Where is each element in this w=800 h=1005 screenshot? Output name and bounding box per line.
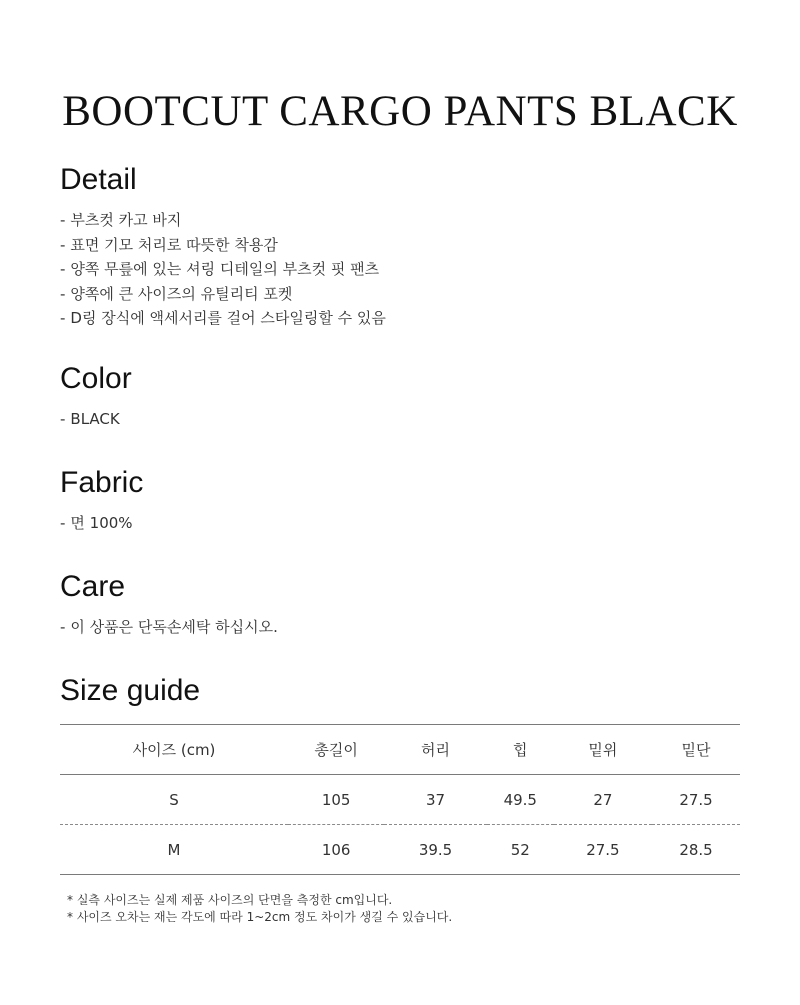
table-cell: 28.5	[679, 840, 713, 859]
color-item-text: BLACK	[70, 410, 120, 428]
detail-item: - 표면 기모 처리로 따뜻한 착용감	[60, 235, 278, 254]
fabric-list	[60, 511, 133, 536]
size-note: * 실측 사이즈는 실제 제품 사이즈의 단면을 측정한 cm입니다.	[67, 893, 393, 907]
detail-item-text: 양쪽에 큰 사이즈의 유틸리티 포켓	[70, 284, 293, 303]
color-list	[60, 407, 120, 432]
detail-heading: Detail	[60, 163, 137, 196]
product-title: BOOTCUT CARGO PANTS BLACK	[62, 88, 738, 135]
color-heading: Color	[60, 362, 132, 395]
detail-item: - 양쪽 무릎에 있는 셔링 디테일의 부츠컷 핏 팬츠	[60, 260, 380, 278]
column-header: 힙	[513, 741, 528, 759]
table-cell: 105	[321, 790, 351, 809]
table-cell: 27.5	[679, 790, 713, 809]
table-row	[60, 825, 740, 875]
table-cell: 52	[510, 840, 530, 859]
size-table	[60, 724, 740, 875]
size-guide-heading: Size guide	[60, 674, 201, 707]
table-cell: 37	[425, 790, 446, 809]
table-cell: S	[169, 790, 179, 809]
table-cell: 27.5	[586, 840, 620, 859]
table-cell: 106	[321, 840, 351, 859]
size-table-header-row	[60, 725, 740, 775]
column-header: 밑단	[681, 741, 711, 759]
column-header: 밑위	[588, 741, 618, 759]
table-cell: 39.5	[418, 840, 453, 859]
fabric-item-text: 면 100%	[70, 514, 133, 532]
detail-item-text: 양쪽 무릎에 있는 셔링 디테일의 부츠컷 핏 팬츠	[70, 260, 380, 278]
column-header: 사이즈 (cm)	[132, 741, 216, 759]
detail-item-text: 표면 기모 처리로 따뜻한 착용감	[70, 235, 278, 254]
detail-item-text: D링 장식에 액세서리를 걸어 스타일링할 수 있음	[70, 309, 386, 327]
detail-list	[60, 208, 386, 331]
fabric-heading: Fabric	[60, 466, 144, 499]
table-cell: 49.5	[503, 790, 537, 809]
size-note: * 사이즈 오차는 재는 각도에 따라 1~2cm 정도 차이가 생길 수 있습니다.	[67, 910, 453, 924]
detail-item: - 양쪽에 큰 사이즈의 유틸리티 포켓	[60, 284, 293, 303]
fabric-item: - 면 100%	[60, 514, 133, 532]
detail-item: - 부츠컷 카고 바지	[60, 211, 182, 229]
care-heading: Care	[60, 570, 126, 603]
detail-item: - D링 장식에 액세서리를 걸어 스타일링할 수 있음	[60, 309, 386, 327]
detail-item-text: 부츠컷 카고 바지	[70, 211, 182, 229]
table-cell: 27	[593, 790, 613, 809]
column-header: 총길이	[314, 741, 358, 759]
table-cell: M	[167, 840, 181, 859]
column-header: 허리	[421, 741, 451, 759]
color-item: - BLACK	[60, 410, 120, 428]
table-row	[60, 775, 740, 825]
care-item: - 이 상품은 단독손세탁 하십시오.	[60, 618, 278, 636]
care-item-text: 이 상품은 단독손세탁 하십시오.	[70, 618, 278, 636]
care-list	[60, 615, 278, 640]
size-notes	[67, 892, 452, 926]
